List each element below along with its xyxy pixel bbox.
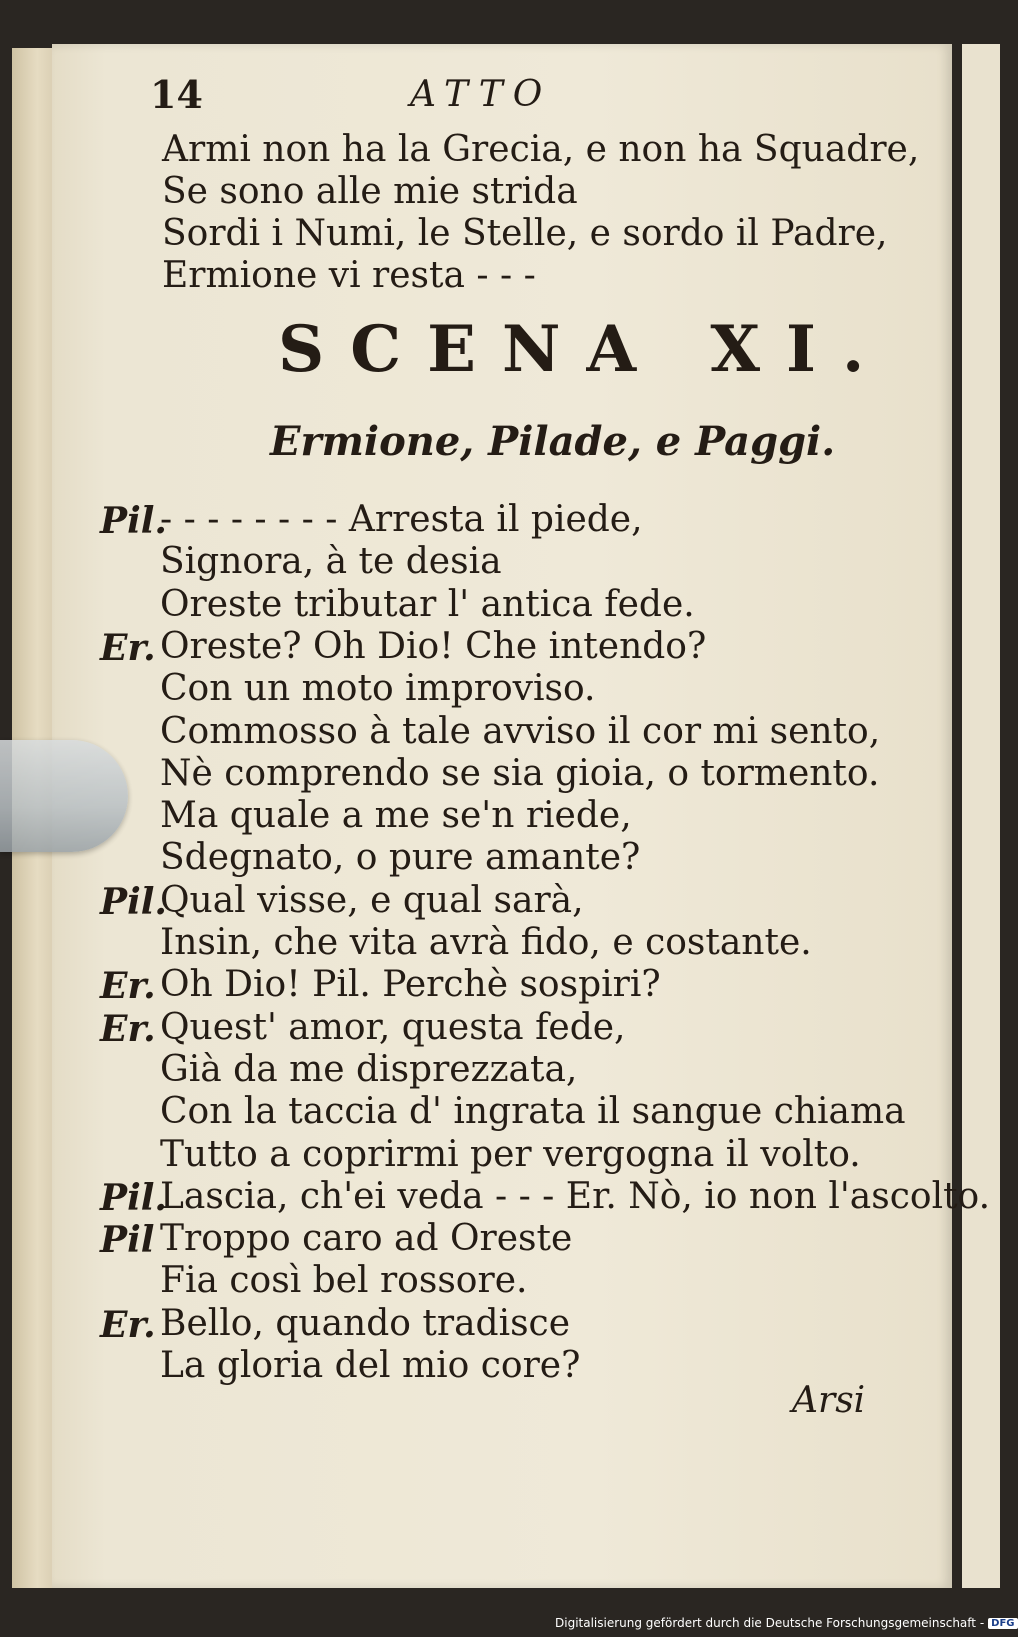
dialogue-line: Signora, à te desia <box>160 541 502 582</box>
dialogue-line: Fia così bel rossore. <box>160 1260 528 1301</box>
dialogue-line: Con la taccia d' ingrata il sangue chiama <box>160 1091 906 1132</box>
dialogue-line: La gloria del mio core? <box>160 1345 581 1386</box>
dialogue-line: Lascia, ch'ei veda - - - Er. Nò, io non l'ascolto. <box>160 1176 991 1217</box>
dialogue-line: Già da me disprezzata, <box>160 1049 578 1090</box>
dialogue-line: Oreste? Oh Dio! Che intendo? <box>160 626 707 667</box>
dfg-logo: DFG <box>988 1618 1017 1629</box>
page-number: 14 <box>150 72 203 117</box>
characters-line: Ermione, Pilade, e Paggi. <box>270 418 836 465</box>
dialogue-line: Insin, che vita avrà fido, e costante. <box>160 922 812 963</box>
page-clip-ribbon <box>0 740 128 852</box>
speaker-label: Pil <box>100 1219 155 1261</box>
speaker-label: Er. <box>100 965 156 1007</box>
dialogue-line: Commosso à tale avviso il cor mi sento, <box>160 711 881 752</box>
footer-text: Digitalisierung gefördert durch die Deutsche Forschungsgemeinschaft - <box>555 1616 985 1630</box>
dialogue-line: Sdegnato, o pure amante? <box>160 837 641 878</box>
opening-line: Armi non ha la Grecia, e non ha Squadre, <box>162 129 920 170</box>
catchword: Arsi <box>792 1380 866 1421</box>
dialogue-line: Oreste tributar l' antica fede. <box>160 584 695 625</box>
dialogue-line: Quest' amor, questa fede, <box>160 1007 626 1048</box>
opening-line: Se sono alle mie strida <box>162 171 578 212</box>
speaker-label: Pil. <box>100 881 167 923</box>
speaker-label: Pil. <box>100 1177 167 1219</box>
dialogue-line: Con un moto improviso. <box>160 668 596 709</box>
facing-page-edge <box>962 44 1000 1588</box>
dialogue-line: Tutto a coprirmi per vergogna il volto. <box>160 1134 861 1175</box>
dialogue-line: Nè comprendo se sia gioia, o tormento. <box>160 753 880 794</box>
speaker-label: Er. <box>100 1008 156 1050</box>
digitization-footer <box>555 1612 1018 1634</box>
speaker-label: Pil. <box>100 500 167 542</box>
dialogue-line: Troppo caro ad Oreste <box>160 1218 573 1259</box>
opening-line: Ermione vi resta - - - <box>162 255 536 296</box>
dialogue-line: Bello, quando tradisce <box>160 1303 571 1344</box>
dialogue-line: Oh Dio! Pil. Perchè sospiri? <box>160 964 661 1005</box>
speaker-label: Er. <box>100 1304 156 1346</box>
opening-line: Sordi i Numi, le Stelle, e sordo il Padre, <box>162 213 888 254</box>
running-head: ATTO <box>410 74 553 115</box>
dialogue-line: - - - - - - - - Arresta il piede, <box>160 499 643 540</box>
speaker-label: Er. <box>100 627 156 669</box>
scene-heading: SCENA XI. <box>278 312 891 387</box>
dialogue-line: Ma quale a me se'n riede, <box>160 795 632 836</box>
dialogue-line: Qual visse, e qual sarà, <box>160 880 584 921</box>
